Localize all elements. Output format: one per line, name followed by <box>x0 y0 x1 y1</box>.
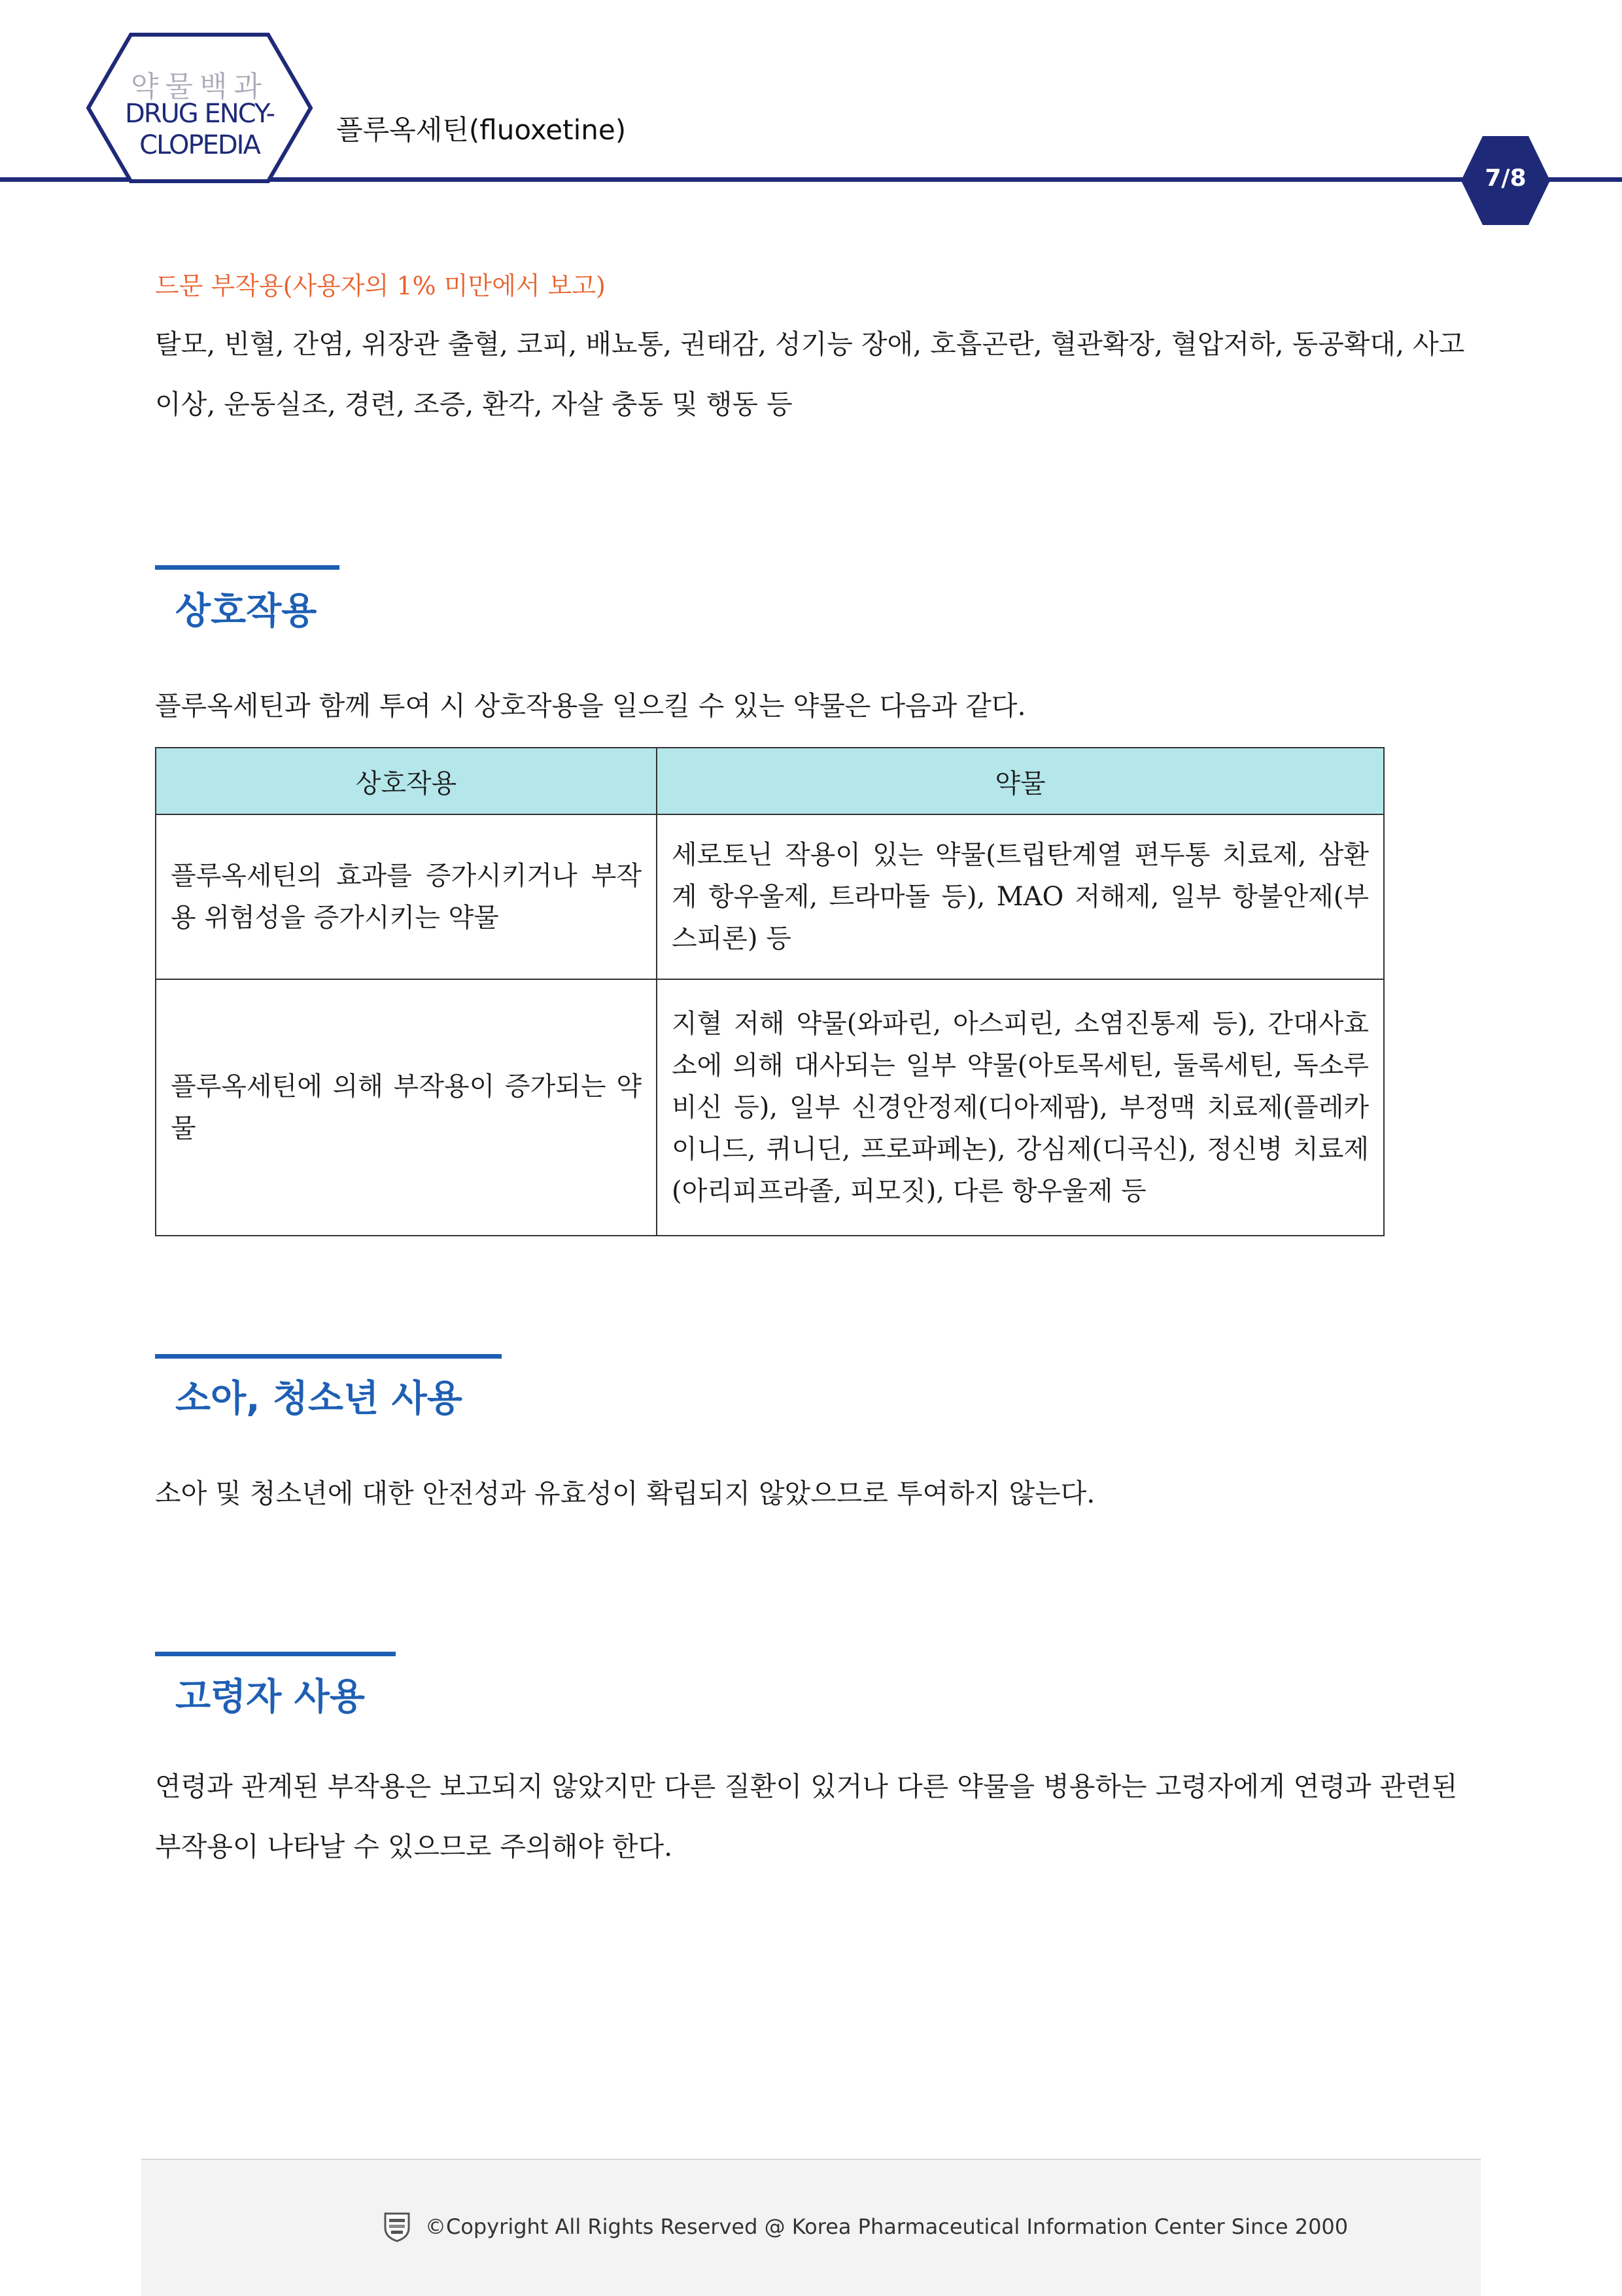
table-header-row <box>156 748 1384 814</box>
table-header-drugs: 약물 <box>657 748 1384 814</box>
logo-english-text <box>85 98 314 161</box>
logo-korean-text: 약물백과 <box>130 70 268 103</box>
logo-english-line-2: CLOPEDIA <box>139 130 260 160</box>
table-row <box>156 814 1384 979</box>
section-accent-bar <box>155 1354 502 1359</box>
kpic-emblem-icon <box>383 2211 411 2242</box>
elderly-text: 연령과 관계된 부작용은 보고되지 않았지만 다른 질환이 있거나 다른 약물을 병용하는 고령자에게 연령과 관련된 부작용이 나타날 수 있으므로 주의해야 한다. <box>155 1771 1458 1862</box>
page-number: 7/8 <box>1485 165 1527 192</box>
pediatric-text: 소아 및 청소년에 대한 안전성과 유효성이 확립되지 않았으므로 투여하지 않는다. <box>155 1478 1096 1509</box>
pediatric-title: 소아, 청소년 사용 <box>175 1378 462 1420</box>
interactions-title: 상호작용 <box>175 590 317 633</box>
section-accent-bar <box>155 565 339 570</box>
logo-english-line-1: DRUG ENCY- <box>124 99 275 129</box>
rare-side-effects-text: 탈모, 빈혈, 간염, 위장관 출혈, 코피, 배뇨통, 권태감, 성기능 장애, 호흡곤란, 혈관확장, 혈압저하, 동공확대, 사고 이상, 운동실조, 경련, 조증, 환각, 자살 충동 및 행동 등 <box>155 328 1465 420</box>
table-cell-drugs: 세로토닌 작용이 있는 약물(트립탄계열 편두통 치료제, 삼환계 항우울제, 트라마돌 등), MAO 저해제, 일부 항불안제(부스피론) 등 <box>657 814 1384 979</box>
table-header-interaction: 상호작용 <box>156 748 657 814</box>
table-cell-interaction: 플루옥세틴에 의해 부작용이 증가되는 약물 <box>156 979 657 1236</box>
table-cell-interaction: 플루옥세틴의 효과를 증가시키거나 부작용 위험성을 증가시키는 약물 <box>156 814 657 979</box>
footer-copyright: ©Copyright All Rights Reserved @ Korea Pharmaceutical Information Center Since 2000 <box>425 2214 1349 2239</box>
rare-side-effects-heading: 드문 부작용(사용자의 1% 미만에서 보고) <box>155 271 606 300</box>
table-row <box>156 979 1384 1236</box>
section-accent-bar <box>155 1652 396 1656</box>
document-title: 플루옥세틴(fluoxetine) <box>336 114 627 146</box>
interactions-intro: 플루옥세틴과 함께 투여 시 상호작용을 일으킬 수 있는 약물은 다음과 같다. <box>155 690 1026 722</box>
interactions-table <box>155 747 1385 1236</box>
table-cell-drugs: 지혈 저해 약물(와파린, 아스피린, 소염진통제 등), 간대사효소에 의해 대사되는 일부 약물(아토목세틴, 둘록세틴, 독소루비신 등), 일부 신경안정제(디아제팜), 부정맥 치료제(플레카이니드, 퀴니딘, 프로파페논), 강심제(디곡신), 정신병 치료제(아리피프라졸, 피모짓), 다른 항우울제 등 <box>657 979 1384 1236</box>
elderly-title: 고령자 사용 <box>175 1676 365 1718</box>
